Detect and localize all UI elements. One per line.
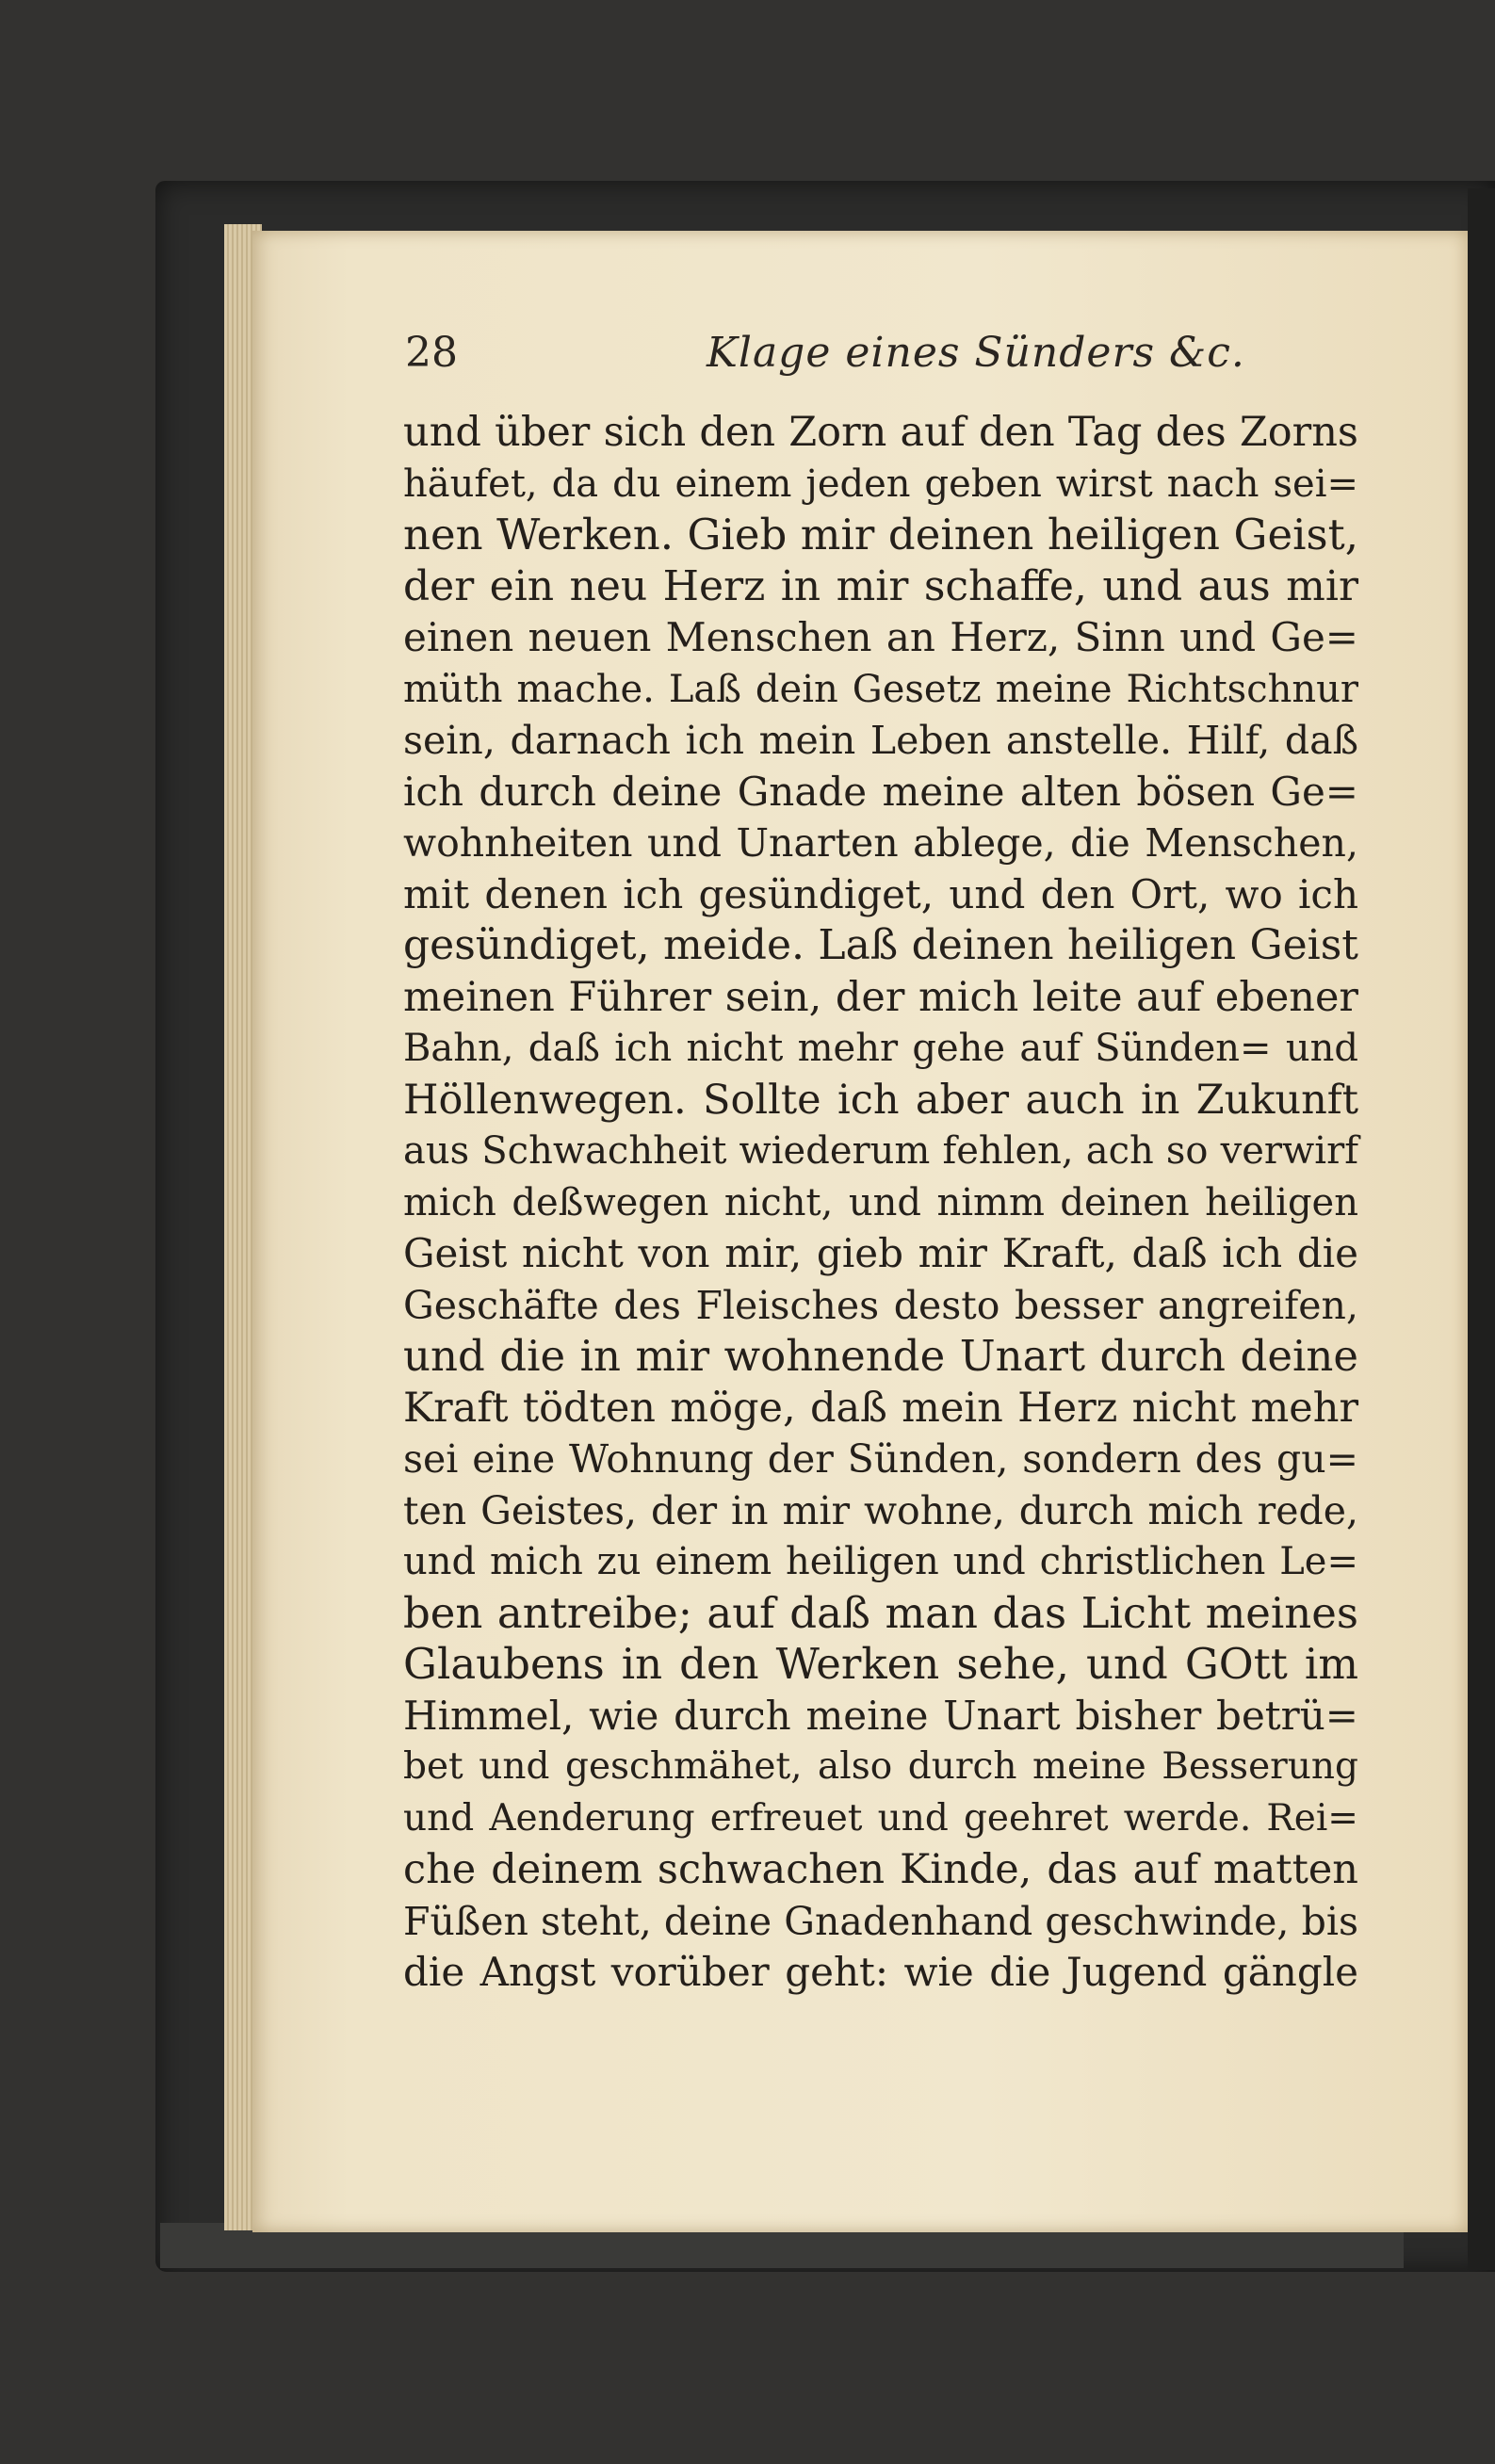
text-line: meinen Führer sein, der mich leite auf ebener — [403, 973, 1358, 1021]
text-line: einen neuen Menschen an Herz, Sinn und Ge= — [403, 614, 1358, 660]
text-line: ich durch deine Gnade meine alten bösen Ge= — [403, 768, 1358, 815]
book-gutter — [1468, 188, 1495, 2270]
running-title: Klage eines Sünders &c. — [707, 329, 1245, 377]
text-line: wohnheiten und Unarten ablege, die Menschen, — [403, 820, 1358, 866]
text-line: ten Geistes, der in mir wohne, durch mich rede, — [403, 1487, 1358, 1533]
text-line: und die in mir wohnende Unart durch deine — [403, 1331, 1358, 1381]
page-header — [405, 325, 1347, 381]
text-line: Geschäfte des Fleisches desto besser angreifen, — [403, 1282, 1358, 1328]
text-line: und mich zu einem heiligen und christlichen Le= — [403, 1540, 1358, 1583]
text-line: Himmel, wie durch meine Unart bisher betrü= — [403, 1692, 1358, 1739]
text-line: gesündiget, meide. Laß deinen heiligen Geist — [403, 921, 1358, 969]
body-text — [403, 407, 1358, 1999]
text-line: die Angst vorüber geht: wie die Jugend gängle — [403, 1949, 1358, 1995]
text-line: und Aenderung erfreuet und geehret werde. Rei= — [403, 1796, 1358, 1840]
text-line: Höllenwegen. Sollte ich aber auch in Zukunft — [403, 1076, 1358, 1124]
text-line: ben antreibe; auf daß man das Licht meines — [403, 1587, 1358, 1638]
text-line: der ein neu Herz in mir schaffe, und aus mir — [403, 561, 1358, 610]
text-line: sei eine Wohnung der Sünden, sondern des gu= — [403, 1436, 1358, 1482]
text-line: sein, darnach ich mein Leben anstelle. Hilf, daß — [403, 718, 1358, 763]
text-line: Kraft tödten möge, daß mein Herz nicht mehr — [403, 1384, 1358, 1432]
text-line: Glaubens in den Werken sehe, und GOtt im — [403, 1639, 1358, 1689]
text-line: häufet, da du einem jeden geben wirst nach sei= — [403, 462, 1358, 506]
text-line: mich deßwegen nicht, und nimm deinen heiligen — [403, 1180, 1358, 1224]
text-line: Geist nicht von mir, gieb mir Kraft, daß ich die — [403, 1230, 1358, 1276]
page-number: 28 — [405, 329, 458, 377]
text-line: müth mache. Laß dein Gesetz meine Richtschnur — [403, 667, 1358, 711]
text-line: bet und geschmähet, also durch meine Besserung — [403, 1745, 1358, 1788]
text-line: und über sich den Zorn auf den Tag des Zorns — [403, 409, 1358, 456]
text-line: Bahn, daß ich nicht mehr gehe auf Sünden= und — [403, 1027, 1358, 1070]
text-line: aus Schwachheit wiederum fehlen, ach so verwirf — [403, 1129, 1358, 1173]
text-line: che deinem schwachen Kinde, das auf matten — [403, 1846, 1358, 1893]
text-line: mit denen ich gesündiget, und den Ort, wo ich — [403, 870, 1358, 917]
text-line: Füßen steht, deine Gnadenhand geschwinde, bis — [403, 1898, 1358, 1944]
text-line: nen Werken. Gieb mir deinen heiligen Geist, — [403, 510, 1358, 559]
